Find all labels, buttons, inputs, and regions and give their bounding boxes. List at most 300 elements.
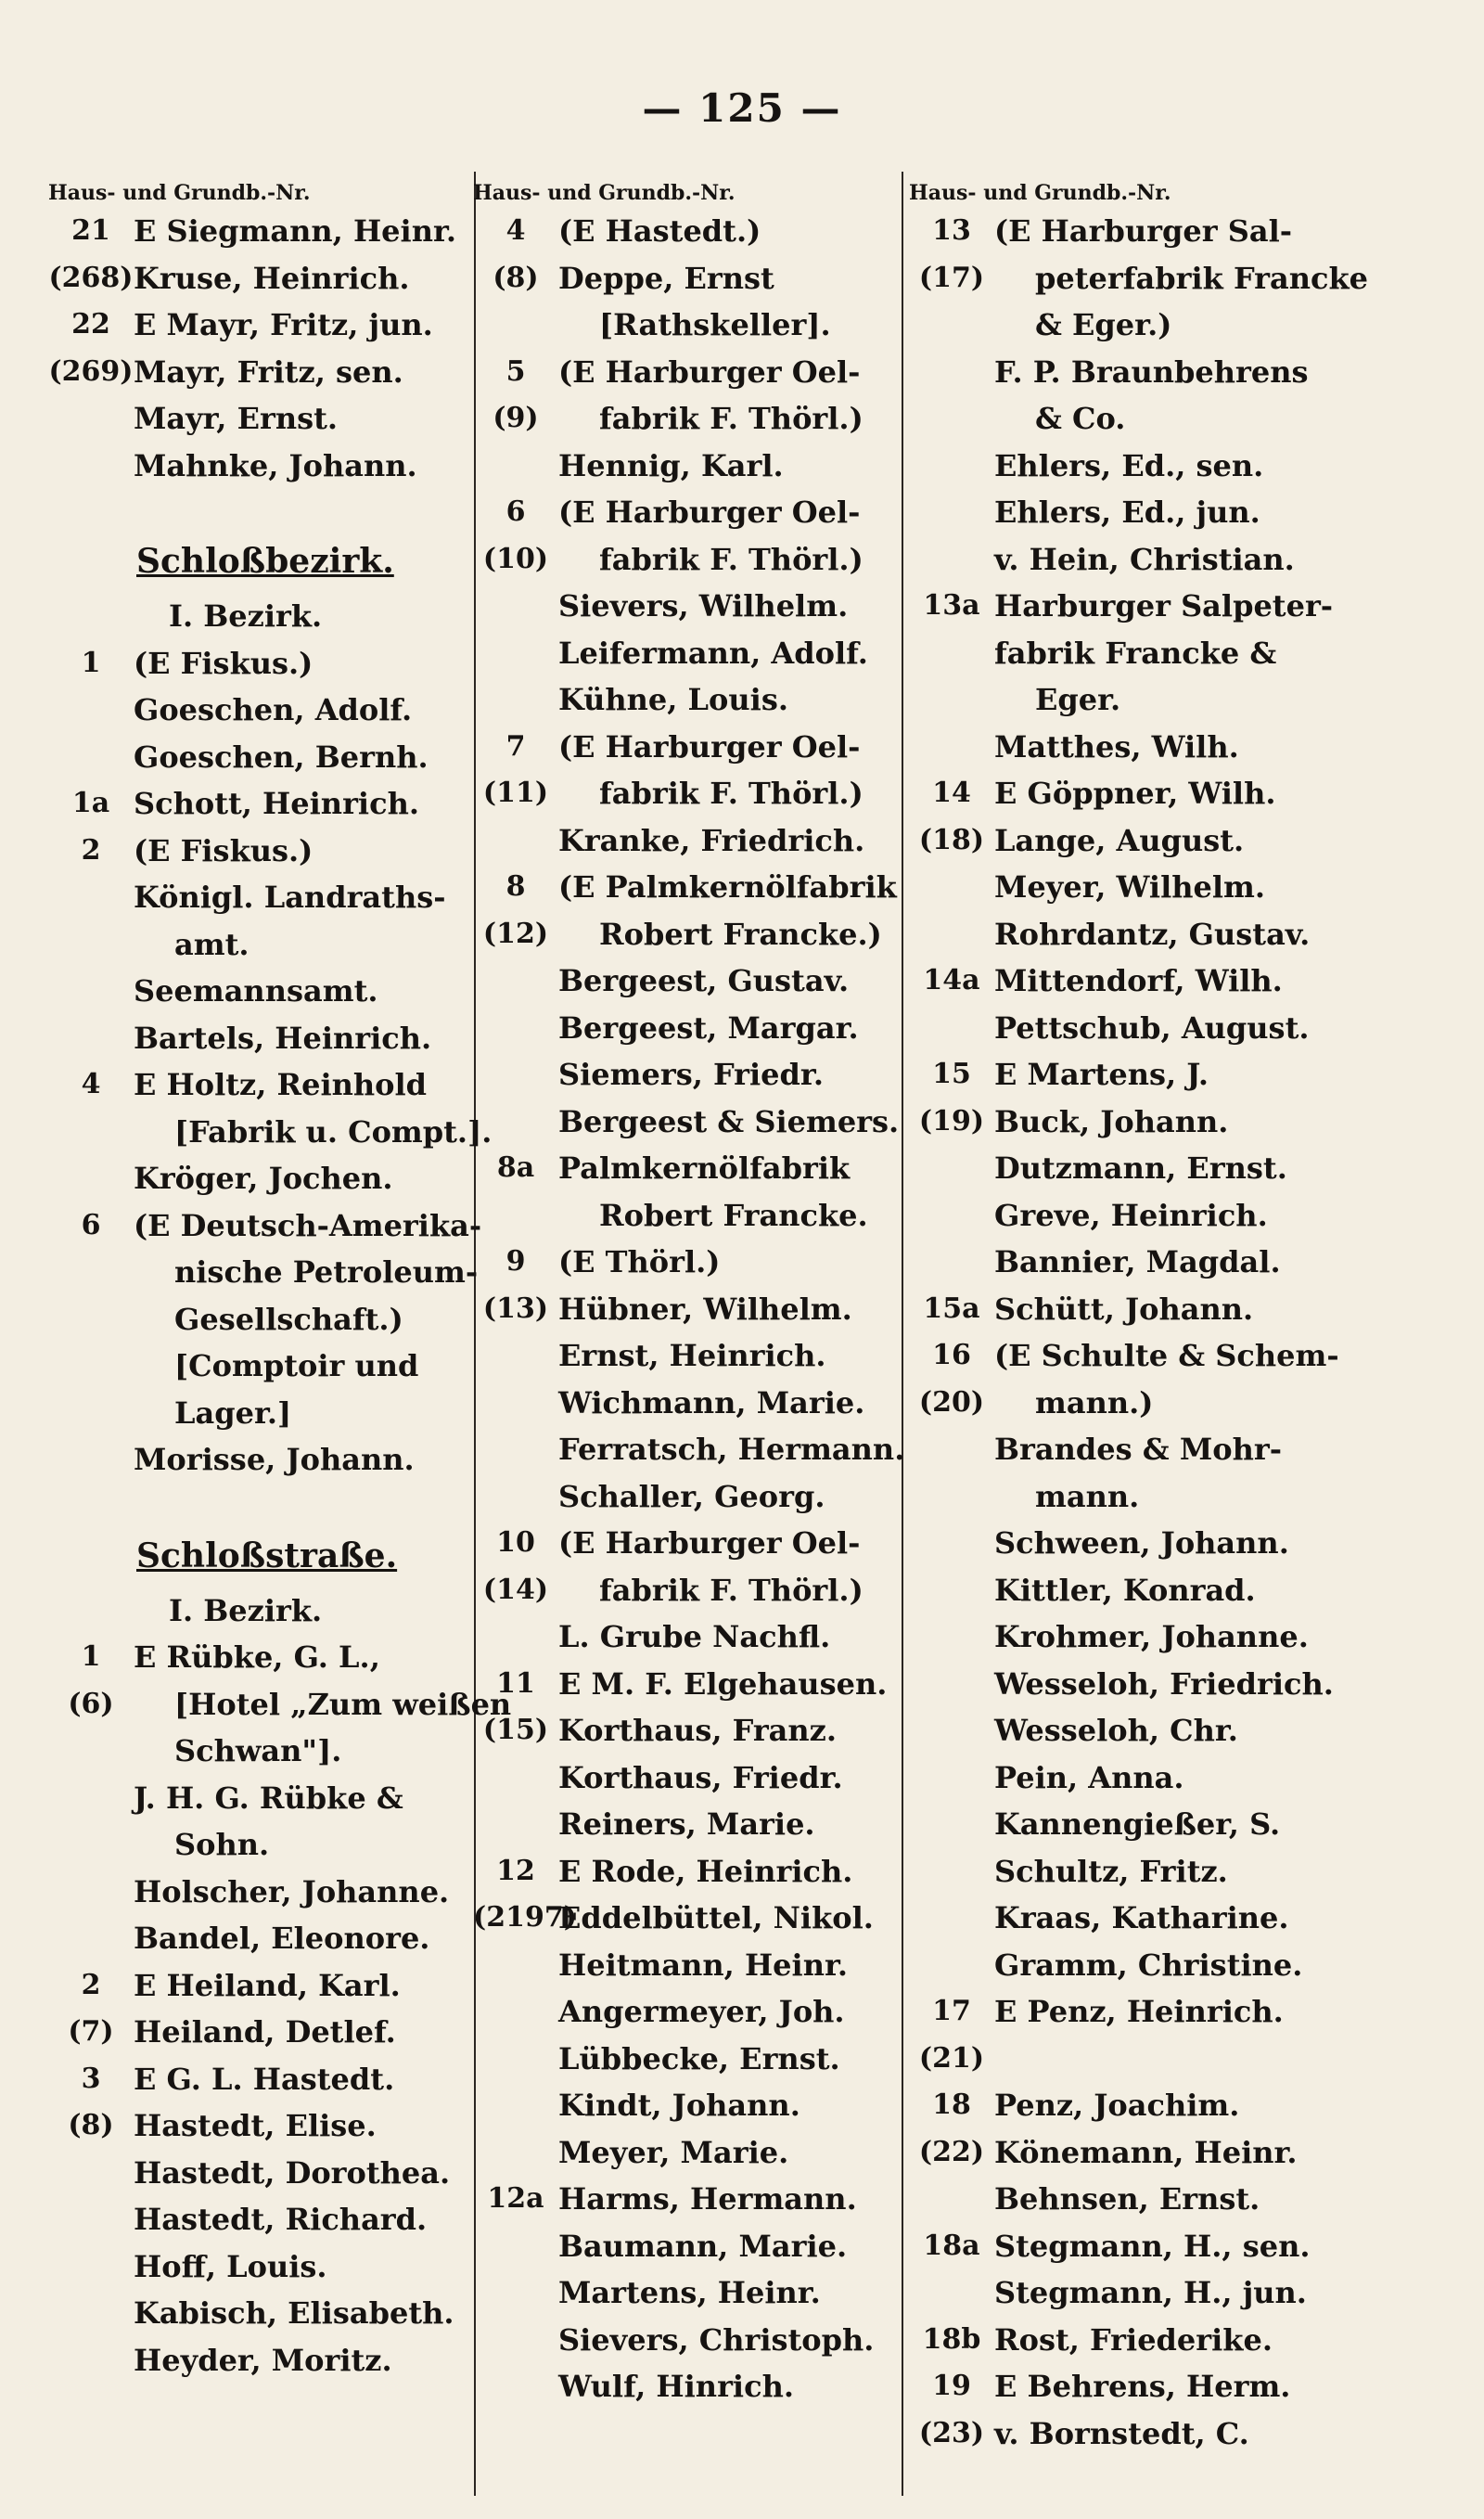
resident-line: Bannier, Magdal. <box>994 1244 1281 1279</box>
resident-line: Holscher, Johanne. <box>134 1873 450 1909</box>
resident-list <box>994 817 1428 958</box>
address-entry <box>909 1286 1428 1333</box>
resident-line: E G. L. Hastedt. <box>134 2061 395 2097</box>
resident-line: Korthaus, Franz. <box>558 1713 837 1748</box>
resident-line: E Rübke, G. L., <box>134 1639 380 1675</box>
house-number: (21) <box>918 2041 985 2075</box>
house-number: (269) <box>48 354 134 388</box>
column-header: Haus- und Grundb.-Nr. <box>473 181 736 205</box>
resident-line: Hoff, Louis. <box>134 2248 327 2284</box>
resident-line: (E Thörl.) <box>558 1244 721 1279</box>
resident-line: Pettschub, August. <box>994 1009 1310 1046</box>
resident-line: Martens, Heinr. <box>558 2275 821 2310</box>
resident-line: E M. F. Elgehausen. <box>558 1665 888 1702</box>
house-number: 13a <box>923 589 980 622</box>
house-number: 6 <box>81 1208 101 1241</box>
address-entry <box>48 780 526 828</box>
resident-line: fabrik F. Thörl.) <box>599 401 864 436</box>
resident-list <box>558 489 909 536</box>
house-number: (6) <box>68 1687 114 1720</box>
resident-list <box>994 1286 1428 1333</box>
resident-list <box>558 1707 909 1848</box>
resident-line: amt. <box>174 926 249 962</box>
resident-line: Korthaus, Friedr. <box>558 1759 843 1795</box>
resident-line: (E Deutsch-Amerika- <box>134 1207 482 1243</box>
resident-line: [Hotel „Zum weißen <box>174 1686 512 1722</box>
house-number: (15) <box>482 1714 549 1746</box>
resident-line <box>994 2036 1428 2083</box>
resident-line: Heitmann, Heinr. <box>558 1947 849 1983</box>
house-number: 10 <box>496 1526 535 1559</box>
resident-line: Könemann, Heinr. <box>994 2134 1298 2170</box>
resident-line: Behnsen, Ernst. <box>994 2181 1260 2217</box>
resident-list <box>558 1895 909 2176</box>
resident-line: Meyer, Marie. <box>558 2134 789 2170</box>
column-header: Haus- und Grundb.-Nr. <box>909 181 1171 205</box>
address-entry <box>909 2410 1428 2458</box>
resident-line: Brandes & Mohr- <box>994 1432 1282 1467</box>
house-number: 18b <box>922 2322 981 2356</box>
house-number: (14) <box>482 1573 549 1606</box>
resident-line: Kranke, Friedrich. <box>558 822 865 858</box>
address-entry <box>473 911 909 1146</box>
resident-list <box>558 2176 909 2410</box>
resident-line: nische Petroleum- <box>174 1254 479 1290</box>
resident-list <box>558 395 909 489</box>
resident-line: E Penz, Heinrich. <box>994 1994 1284 2029</box>
resident-line: Goeschen, Bernh. <box>134 739 429 775</box>
resident-list <box>994 957 1428 1051</box>
address-entry <box>473 255 909 349</box>
house-number: (268) <box>48 261 134 294</box>
address-entry <box>909 583 1428 770</box>
resident-list <box>994 2410 1428 2458</box>
resident-line: Ferratsch, Hermann. <box>558 1432 905 1467</box>
address-entry <box>48 208 526 255</box>
resident-line: Mittendorf, Wilh. <box>994 963 1283 998</box>
resident-line: Hennig, Karl. <box>558 447 784 483</box>
resident-line: Stegmann, H., sen. <box>994 2228 1311 2264</box>
address-entry <box>473 2176 909 2410</box>
resident-list <box>134 302 526 349</box>
house-number: 11 <box>496 1666 535 1700</box>
resident-line: Hastedt, Elise. <box>134 2108 377 2143</box>
resident-line: Königl. Landraths- <box>134 880 446 915</box>
house-number: 5 <box>505 354 526 388</box>
resident-line: (E Hastedt.) <box>558 213 761 249</box>
address-entry <box>473 536 909 724</box>
address-entry <box>909 1099 1428 1286</box>
resident-line: Stegmann, H., jun. <box>994 2275 1307 2310</box>
resident-line: Greve, Heinrich. <box>994 1197 1268 1233</box>
house-number: 15 <box>932 1058 971 1090</box>
resident-line: mann.) <box>1035 1384 1154 1420</box>
resident-line: Ehlers, Ed., sen. <box>994 447 1264 483</box>
house-number: 14a <box>923 964 980 996</box>
resident-line: Bergeest, Margar. <box>558 1009 859 1046</box>
resident-line: Schultz, Fritz. <box>994 1853 1228 1889</box>
resident-list <box>994 770 1428 817</box>
resident-list <box>134 1634 526 1681</box>
house-number: (7) <box>68 2015 114 2048</box>
column-body <box>48 208 526 2384</box>
address-entry <box>473 489 909 536</box>
resident-line: Schott, Heinrich. <box>134 786 419 821</box>
column-body <box>909 208 1428 2457</box>
resident-line: (E Fiskus.) <box>134 832 313 868</box>
resident-line: v. Bornstedt, C. <box>994 2415 1249 2451</box>
resident-line: Wesseloh, Friedrich. <box>994 1665 1334 1702</box>
resident-list <box>994 2223 1428 2317</box>
resident-line: Rost, Friederike. <box>994 2321 1273 2358</box>
resident-list <box>558 864 909 911</box>
resident-line: Matthes, Wilh. <box>994 728 1239 765</box>
resident-line: Harburger Salpeter- <box>994 588 1334 623</box>
house-number: (8) <box>68 2109 114 2141</box>
address-entry <box>48 1202 526 1484</box>
resident-line: Sohn. <box>174 1827 270 1862</box>
address-entry <box>909 255 1428 584</box>
resident-line: Meyer, Wilhelm. <box>994 869 1266 905</box>
resident-line: peterfabrik Francke <box>1035 260 1368 296</box>
resident-line: mann. <box>1035 1478 1140 1514</box>
house-number: 17 <box>932 1995 971 2027</box>
resident-line: Kühne, Louis. <box>558 682 788 717</box>
resident-list <box>994 2317 1428 2364</box>
resident-line: Penz, Joachim. <box>994 2088 1240 2123</box>
section-subheading: I. Bezirk. <box>169 1592 323 1628</box>
house-number: 18 <box>932 2088 971 2121</box>
resident-line: fabrik F. Thörl.) <box>599 776 864 811</box>
address-entry <box>909 2317 1428 2364</box>
address-entry <box>48 1681 526 1962</box>
resident-line: Eddelbüttel, Nikol. <box>558 1900 874 1935</box>
resident-line: Sievers, Christoph. <box>558 2321 875 2358</box>
resident-line: Ernst, Heinrich. <box>558 1338 826 1373</box>
resident-line: v. Hein, Christian. <box>994 541 1295 577</box>
address-entry <box>909 770 1428 817</box>
resident-line: Harms, Hermann. <box>558 2181 857 2217</box>
resident-line: E Martens, J. <box>994 1057 1209 1092</box>
resident-line: Schütt, Johann. <box>994 1291 1254 1327</box>
house-number: 2 <box>81 833 101 867</box>
house-number: 8a <box>496 1151 535 1184</box>
house-number: 9 <box>505 1245 526 1278</box>
resident-line: Robert Francke.) <box>599 916 882 952</box>
address-entry <box>909 2082 1428 2129</box>
address-entry <box>909 2129 1428 2223</box>
resident-line: Schaller, Georg. <box>558 1478 825 1514</box>
resident-line: Schween, Johann. <box>994 1525 1289 1561</box>
column-1 <box>48 182 526 2384</box>
resident-line: Krohmer, Johanne. <box>994 1619 1309 1654</box>
house-number: (20) <box>918 1385 985 1419</box>
address-entry <box>48 302 526 349</box>
resident-list <box>994 2129 1428 2223</box>
resident-list <box>134 349 526 490</box>
house-number: 15a <box>923 1292 980 1325</box>
address-entry <box>48 640 526 781</box>
house-number: 21 <box>71 214 110 247</box>
resident-list <box>134 2056 526 2103</box>
resident-line: Rohrdantz, Gustav. <box>994 916 1311 952</box>
house-number: (18) <box>918 823 985 856</box>
resident-line: Kindt, Johann. <box>558 2088 800 2123</box>
house-number: (13) <box>482 1292 549 1325</box>
resident-list <box>558 1520 909 1567</box>
address-entry <box>473 1661 909 1708</box>
resident-line: Wichmann, Marie. <box>558 1384 865 1420</box>
resident-list <box>134 208 526 255</box>
house-number: (22) <box>918 2135 985 2168</box>
resident-line: Reiners, Marie. <box>558 1806 815 1842</box>
house-number: 2 <box>81 1968 101 2001</box>
resident-list <box>134 828 526 1062</box>
resident-line: fabrik Francke & <box>994 635 1277 671</box>
page-number: — 125 — <box>642 85 842 131</box>
address-entry <box>48 1634 526 1681</box>
resident-list <box>994 1099 1428 1286</box>
address-entry <box>909 1332 1428 1380</box>
resident-list <box>558 349 909 396</box>
resident-list <box>558 208 909 255</box>
address-entry <box>909 1988 1428 2036</box>
address-entry <box>473 1567 909 1661</box>
resident-line: Eger. <box>1035 682 1121 717</box>
resident-line: Dutzmann, Ernst. <box>994 1150 1287 1186</box>
address-entry <box>909 2223 1428 2317</box>
resident-list <box>134 780 526 828</box>
resident-line: L. Grube Nachfl. <box>558 1619 831 1654</box>
resident-line: E Holtz, Reinhold <box>134 1067 428 1102</box>
resident-list <box>558 724 909 771</box>
address-entry <box>48 1061 526 1202</box>
resident-line: Hübner, Wilhelm. <box>558 1291 852 1327</box>
resident-line: Bergeest, Gustav. <box>558 963 850 998</box>
address-entry <box>473 1145 909 1239</box>
resident-line: F. P. Braunbehrens <box>994 353 1309 390</box>
resident-line: J. H. G. Rübke & <box>134 1780 403 1816</box>
resident-line: (E Harburger Oel- <box>558 353 861 390</box>
resident-line: Kabisch, Elisabeth. <box>134 2295 454 2331</box>
house-number: 19 <box>932 2370 971 2402</box>
resident-line: Sievers, Wilhelm. <box>558 588 849 623</box>
resident-line: E Heiland, Karl. <box>134 1967 401 2003</box>
resident-line: E Göppner, Wilh. <box>994 776 1276 811</box>
resident-list <box>994 1380 1428 1989</box>
resident-list <box>134 1202 526 1484</box>
resident-line: Deppe, Ernst <box>558 260 774 296</box>
resident-line: Morisse, Johann. <box>134 1442 415 1477</box>
address-entry <box>473 864 909 911</box>
resident-list <box>994 583 1428 770</box>
resident-list <box>558 770 909 864</box>
resident-line: Goeschen, Adolf. <box>134 692 413 727</box>
house-number: (10) <box>482 542 549 575</box>
resident-list <box>558 1567 909 1661</box>
resident-list <box>558 1286 909 1521</box>
resident-list <box>558 1239 909 1286</box>
resident-list <box>558 536 909 724</box>
address-entry <box>48 2102 526 2384</box>
house-number: 12 <box>496 1854 535 1887</box>
resident-line: Wulf, Hinrich. <box>558 2369 794 2404</box>
address-entry <box>473 1286 909 1521</box>
address-entry <box>473 770 909 864</box>
section-subheading: I. Bezirk. <box>169 598 323 634</box>
address-entry <box>909 2363 1428 2410</box>
resident-line: (E Schulte & Schem- <box>994 1338 1339 1373</box>
resident-line: (E Harburger Oel- <box>558 1525 861 1561</box>
resident-line: Leifermann, Adolf. <box>558 635 868 671</box>
house-number: 7 <box>505 729 526 763</box>
column-3 <box>909 182 1428 2457</box>
resident-list <box>558 1848 909 1896</box>
resident-line: Kannengießer, S. <box>994 1806 1281 1842</box>
resident-line: Lange, August. <box>994 822 1245 858</box>
house-number: 22 <box>71 308 110 341</box>
house-number: (23) <box>918 2416 985 2449</box>
resident-line: Schwan"]. <box>174 1733 342 1768</box>
address-entry <box>909 1051 1428 1099</box>
resident-list <box>134 1962 526 2010</box>
house-number: (17) <box>918 261 985 294</box>
house-number: 14 <box>932 777 971 809</box>
resident-line: E Rode, Heinrich. <box>558 1853 853 1889</box>
address-entry <box>473 208 909 255</box>
address-entry <box>48 1962 526 2010</box>
resident-line: Seemannsamt. <box>134 973 378 1009</box>
resident-line: E Behrens, Herm. <box>994 2369 1291 2404</box>
house-number: 1a <box>71 787 110 819</box>
resident-line: Angermeyer, Joh. <box>558 1994 845 2029</box>
house-number: 6 <box>505 495 526 528</box>
resident-list <box>558 1661 909 1708</box>
house-number: (8) <box>493 261 539 294</box>
resident-list <box>994 1051 1428 1099</box>
resident-list <box>994 1988 1428 2036</box>
address-entry <box>48 349 526 490</box>
resident-line: fabrik F. Thörl.) <box>599 541 864 577</box>
address-entry <box>473 1520 909 1567</box>
resident-line: E Siegmann, Heinr. <box>134 213 457 249</box>
section-heading: Schloßbezirk. <box>136 542 394 581</box>
resident-line: Gramm, Christine. <box>994 1947 1303 1983</box>
resident-line: Kraas, Katharine. <box>994 1900 1289 1935</box>
house-number: 3 <box>81 2062 101 2095</box>
resident-line: [Comptoir und <box>174 1348 419 1383</box>
resident-line: Bergeest & Siemers. <box>558 1103 900 1139</box>
resident-line: Pein, Anna. <box>994 1759 1184 1795</box>
address-entry <box>909 2036 1428 2083</box>
resident-line: Bandel, Eleonore. <box>134 1921 430 1956</box>
resident-line: Kröger, Jochen. <box>134 1161 393 1196</box>
resident-list <box>134 1061 526 1202</box>
resident-list <box>134 1681 526 1962</box>
resident-line: [Fabrik u. Compt.]. <box>174 1113 493 1150</box>
resident-line: Heiland, Detlef. <box>134 2014 396 2050</box>
resident-line: Lager.] <box>174 1394 292 1431</box>
resident-list <box>134 255 526 302</box>
resident-line: Gesellschaft.) <box>174 1301 403 1337</box>
resident-line: Robert Francke. <box>599 1197 868 1233</box>
resident-line: Kittler, Konrad. <box>994 1572 1256 1608</box>
house-number: (19) <box>918 1104 985 1137</box>
address-entry <box>909 817 1428 958</box>
resident-list <box>994 255 1428 584</box>
resident-list <box>134 2009 526 2056</box>
resident-line: Siemers, Friedr. <box>558 1057 824 1092</box>
resident-line: fabrik F. Thörl.) <box>599 1572 864 1608</box>
house-number: 12a <box>487 2182 544 2215</box>
house-number: (11) <box>482 777 549 809</box>
house-number: 1 <box>81 646 101 679</box>
resident-line: Bartels, Heinrich. <box>134 1020 432 1056</box>
house-number: (2197) <box>473 1901 577 1934</box>
resident-list <box>994 2363 1428 2410</box>
resident-line: (E Palmkernölfabrik <box>558 869 897 905</box>
resident-list <box>558 255 909 349</box>
resident-list <box>994 1332 1428 1380</box>
resident-line: Buck, Johann. <box>994 1103 1229 1139</box>
address-entry <box>48 2056 526 2103</box>
house-number: 4 <box>81 1068 101 1100</box>
resident-line: Palmkernölfabrik <box>558 1150 851 1186</box>
address-entry <box>909 208 1428 255</box>
house-number: 16 <box>932 1339 971 1371</box>
resident-list <box>994 2082 1428 2129</box>
resident-list <box>994 208 1428 255</box>
address-entry <box>473 1707 909 1848</box>
address-entry <box>473 1848 909 1896</box>
address-entry <box>48 255 526 302</box>
house-number: 8 <box>505 870 526 903</box>
column-header: Haus- und Grundb.-Nr. <box>48 181 311 205</box>
house-number: 13 <box>932 214 971 247</box>
resident-line: (E Harburger Oel- <box>558 495 861 530</box>
resident-line: Hastedt, Dorothea. <box>134 2154 451 2191</box>
address-entry <box>48 828 526 1062</box>
resident-list <box>558 911 909 1146</box>
address-entry <box>473 395 909 489</box>
house-number: 4 <box>505 214 526 247</box>
house-number: (9) <box>493 402 539 434</box>
resident-line: Baumann, Marie. <box>558 2228 848 2264</box>
resident-line: Mahnke, Johann. <box>134 447 417 483</box>
address-entry <box>909 1380 1428 1989</box>
house-number: 1 <box>81 1640 101 1673</box>
address-entry <box>473 1895 909 2176</box>
resident-list <box>994 2036 1428 2083</box>
resident-line: [Rathskeller]. <box>599 307 831 342</box>
resident-line: Kruse, Heinrich. <box>134 260 410 296</box>
resident-line: Hastedt, Richard. <box>134 2202 428 2237</box>
resident-line: (E Harburger Sal- <box>994 213 1293 249</box>
resident-line: (E Harburger Oel- <box>558 728 861 765</box>
resident-line: Heyder, Moritz. <box>134 2342 392 2378</box>
resident-line: E Mayr, Fritz, jun. <box>134 307 433 342</box>
section-heading: Schloßstraße. <box>136 1536 398 1575</box>
resident-list <box>558 1145 909 1239</box>
column-2 <box>473 182 909 2410</box>
resident-line: (E Fiskus.) <box>134 645 313 681</box>
resident-line: Mayr, Ernst. <box>134 401 339 436</box>
resident-line: Ehlers, Ed., jun. <box>994 495 1260 530</box>
address-entry <box>909 957 1428 1051</box>
resident-line: & Eger.) <box>1035 307 1172 342</box>
resident-list <box>134 2102 526 2384</box>
column-body <box>473 208 909 2410</box>
